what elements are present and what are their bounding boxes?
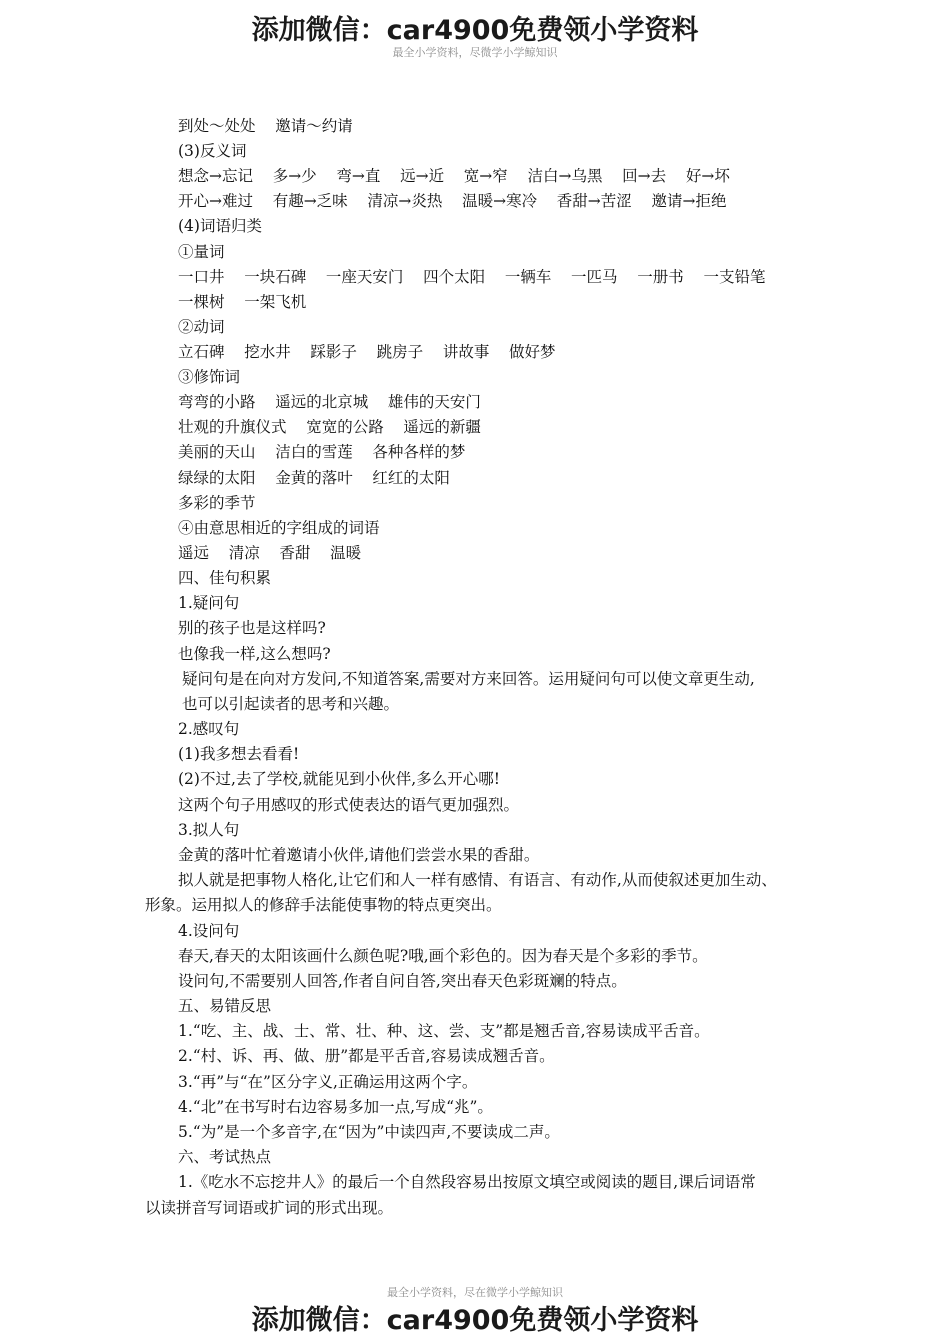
text-line: 形象。运用拟人的修辞手法能使事物的特点更突出。 bbox=[145, 896, 502, 914]
text-line: 拟人就是把事物人格化,让它们和人一样有感情、有语言、有动作,从而使叙述更加生动、 bbox=[178, 871, 777, 889]
text-line: 一口井 一块石碑 一座天安门 四个太阳 一辆车 一匹马 一册书 一支铅笔 bbox=[178, 268, 766, 286]
text-line: 到处～处处 邀请～约请 bbox=[178, 117, 353, 135]
text-line: 五、易错反思 bbox=[178, 997, 272, 1015]
text-line: 想念→忘记 多→少 弯→直 远→近 宽→窄 洁白→乌黑 回→去 好→坏 bbox=[178, 167, 730, 185]
text-line: 1.“吃、主、战、士、常、壮、种、这、尝、支”都是翘舌音,容易读成平舌音。 bbox=[178, 1022, 710, 1040]
text-line: 1.《吃水不忘挖井人》的最后一个自然段容易出按原文填空或阅读的题目,课后词语常 bbox=[178, 1173, 756, 1191]
text-line: 多彩的季节 bbox=[178, 494, 256, 512]
text-line: 别的孩子也是这样吗? bbox=[178, 619, 326, 637]
text-line: 春天,春天的太阳该画什么颜色呢?哦,画个彩色的。因为春天是个多彩的季节。 bbox=[178, 947, 708, 965]
text-line: 六、考试热点 bbox=[178, 1148, 272, 1166]
text-line: ②动词 bbox=[178, 318, 225, 336]
text-line: 5.“为”是一个多音字,在“因为”中读四声,不要读成二声。 bbox=[178, 1123, 560, 1141]
footer-subtitle: 最全小学资料，尽在微学小学鲸知识 bbox=[387, 1286, 563, 1299]
text-line: 3.“再”与“在”区分字义,正确运用这两个字。 bbox=[178, 1073, 478, 1091]
text-line: 也像我一样,这么想吗? bbox=[178, 645, 331, 663]
text-line: 开心→难过 有趣→乏味 清凉→炎热 温暖→寒冷 香甜→苦涩 邀请→拒绝 bbox=[178, 192, 727, 210]
text-line: ④由意思相近的字组成的词语 bbox=[178, 519, 380, 537]
header-banner: 添加微信：car4900免费领小学资料 bbox=[251, 15, 699, 46]
footer-banner: 添加微信：car4900免费领小学资料 bbox=[251, 1305, 699, 1336]
text-line: 4.设问句 bbox=[178, 922, 240, 940]
text-line: 壮观的升旗仪式 宽宽的公路 遥远的新疆 bbox=[178, 418, 481, 436]
text-line: 四、佳句积累 bbox=[178, 569, 272, 587]
text-line: 弯弯的小路 遥远的北京城 雄伟的天安门 bbox=[178, 393, 481, 411]
text-line: (3)反义词 bbox=[178, 142, 247, 160]
text-line: 2.“村、诉、再、做、册”都是平舌音,容易读成翘舌音。 bbox=[178, 1047, 555, 1065]
text-line: 1.疑问句 bbox=[178, 594, 240, 612]
text-line: 以读拼音写词语或扩词的形式出现。 bbox=[145, 1199, 394, 1217]
text-line: 绿绿的太阳 金黄的落叶 红红的太阳 bbox=[178, 469, 450, 487]
text-line: ③修饰词 bbox=[178, 368, 241, 386]
text-line: 4.“北”在书写时右边容易多加一点,写成“兆”。 bbox=[178, 1098, 493, 1116]
text-line: 一棵树 一架飞机 bbox=[178, 293, 307, 311]
text-line: (2)不过,去了学校,就能见到小伙伴,多么开心哪! bbox=[178, 770, 500, 788]
text-line: 设问句,不需要别人回答,作者自问自答,突出春天色彩斑斓的特点。 bbox=[178, 972, 627, 990]
text-line: (1)我多想去看看! bbox=[178, 745, 300, 763]
header-subtitle: 最全小学资料，尽微学小学鲸知识 bbox=[392, 46, 558, 59]
text-line: (4)词语归类 bbox=[178, 217, 262, 235]
text-line: 3.拟人句 bbox=[178, 821, 240, 839]
text-line: 也可以引起读者的思考和兴趣。 bbox=[182, 695, 400, 713]
text-line: 立石碑 挖水井 踩影子 跳房子 讲故事 做好梦 bbox=[178, 343, 556, 361]
text-line: 疑问句是在向对方发问,不知道答案,需要对方来回答。运用疑问句可以使文章更生动, bbox=[182, 670, 755, 688]
text-line: 金黄的落叶忙着邀请小伙伴,请他们尝尝水果的香甜。 bbox=[178, 846, 540, 864]
text-line: ①量词 bbox=[178, 243, 225, 261]
text-line: 美丽的天山 洁白的雪莲 各种各样的梦 bbox=[178, 443, 466, 461]
text-line: 2.感叹句 bbox=[178, 720, 240, 738]
text-line: 遥远 清凉 香甜 温暖 bbox=[178, 544, 362, 562]
text-line: 这两个句子用感叹的形式使表达的语气更加强烈。 bbox=[178, 796, 520, 814]
